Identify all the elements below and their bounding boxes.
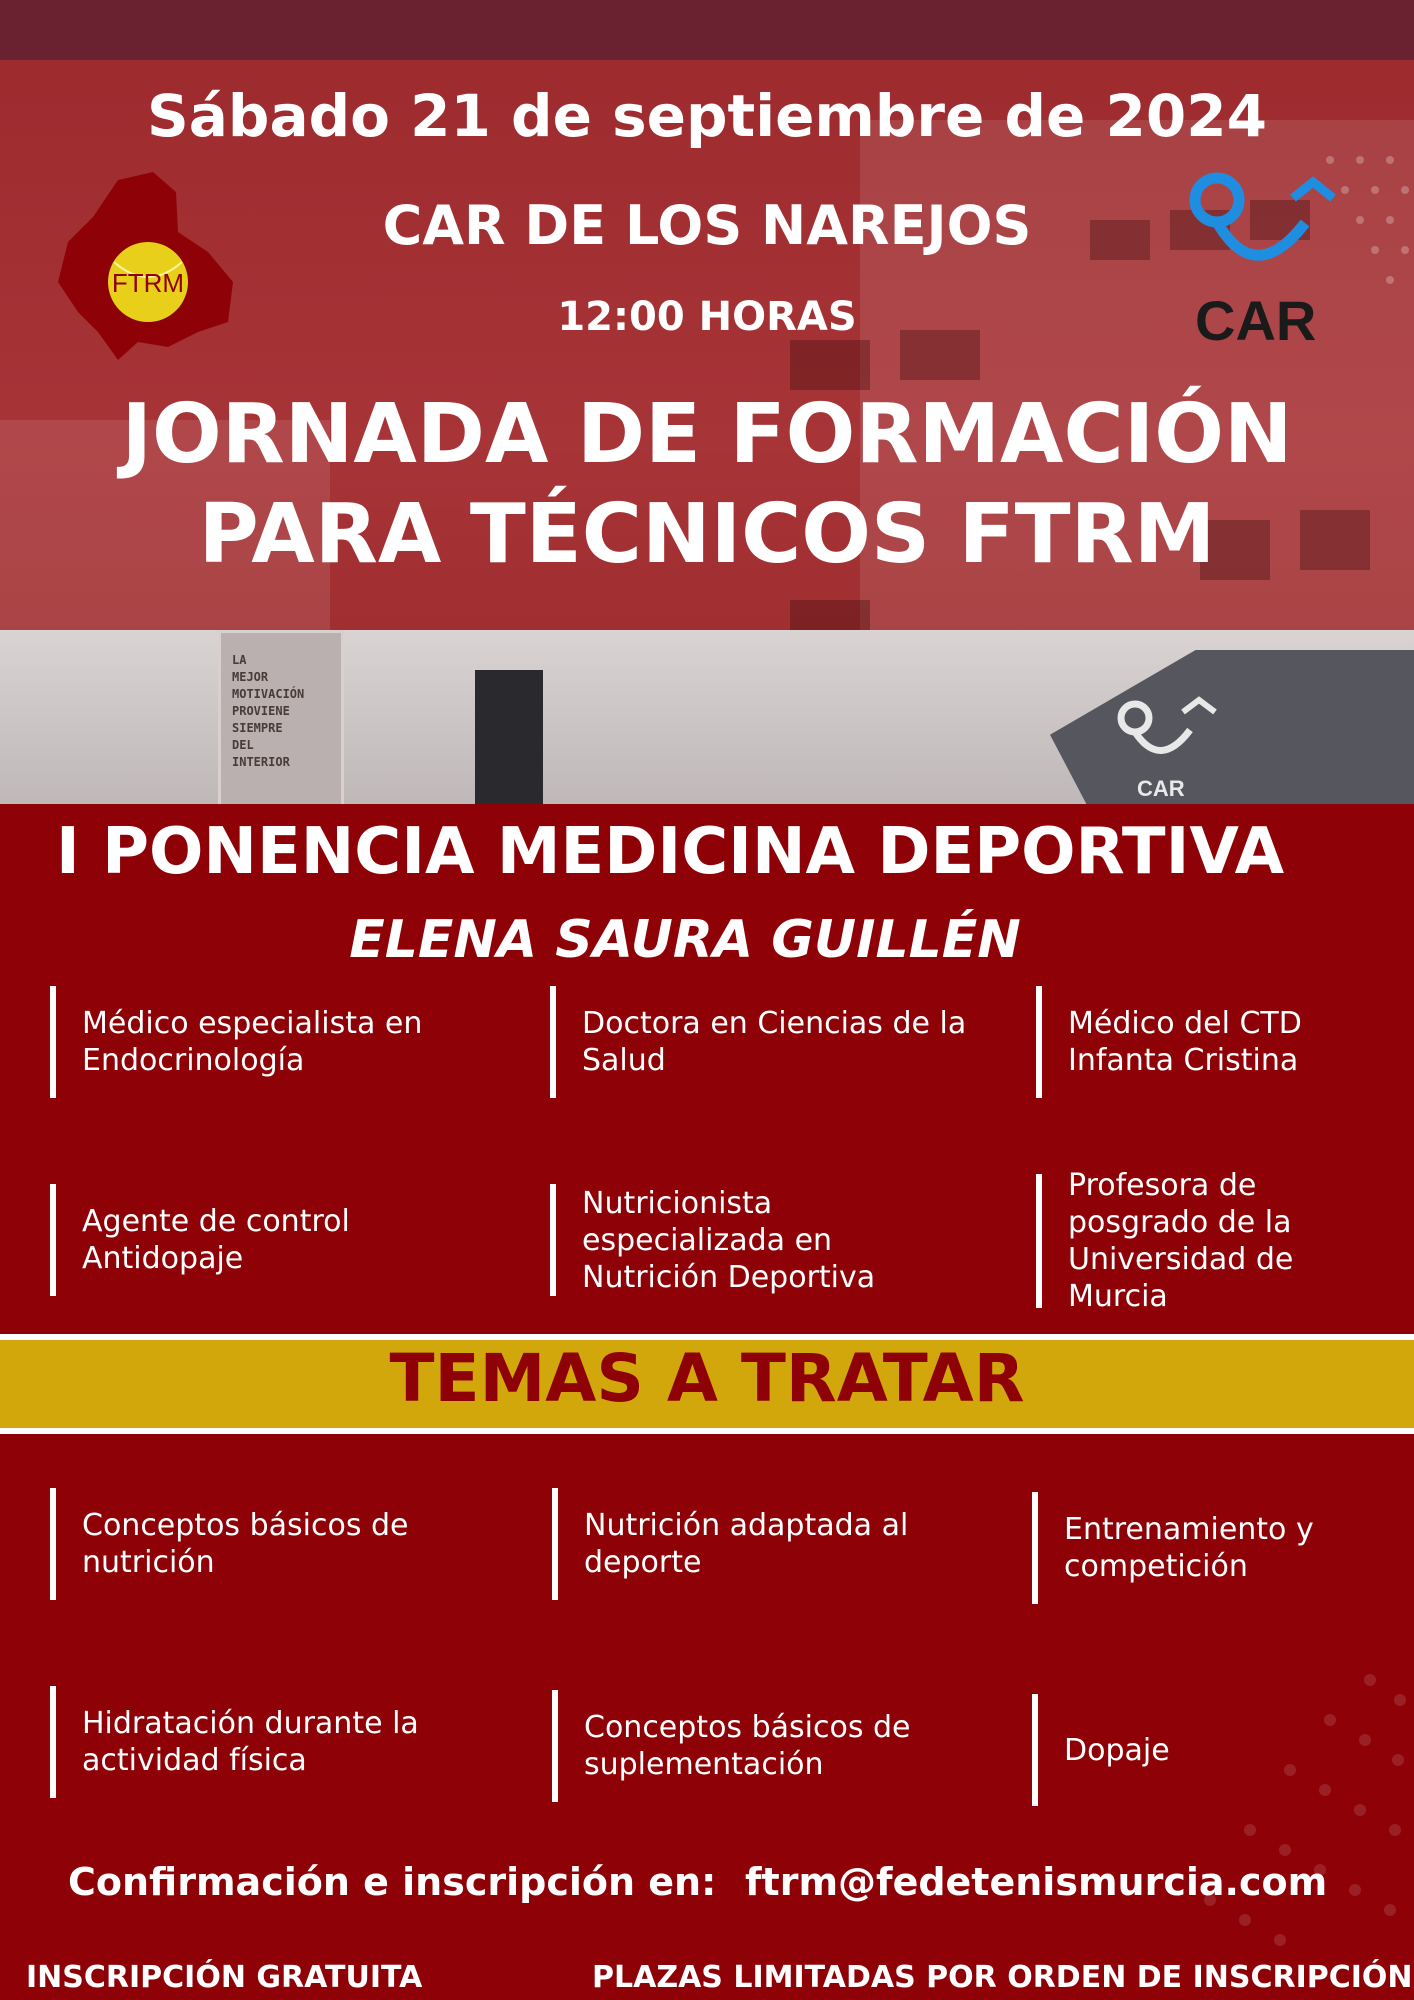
topic-item: Dopaje [1032,1694,1402,1806]
dot-pattern-bottom [1130,1660,1414,1960]
confirm-label: Confirmación e inscripción en: [68,1860,717,1904]
limited-places: PLAZAS LIMITADAS POR ORDEN DE INSCRIPCIÓN [592,1960,1413,1995]
car-logo-text: CAR [1195,289,1317,352]
topic-item: Conceptos básicos de suplementación [552,1690,972,1802]
event-venue: CAR DE LOS NAREJOS [382,194,1032,257]
credential-item: Doctora en Ciencias de la Salud [550,986,970,1098]
car-wall-label: CAR [1137,776,1185,800]
speaker-name: ELENA SAURA GUILLÉN [349,910,1021,970]
free-registration: INSCRIPCIÓN GRATUITA [26,1960,423,1995]
event-time: 12:00 HORAS [557,294,857,340]
credential-item: Médico especialista en Endocrinología [50,986,490,1098]
credential-item: Agente de control Antidopaje [50,1184,490,1296]
event-title [0,385,1414,585]
topic-item: Nutrición adaptada al deporte [552,1488,972,1600]
ponencia-title: I PONENCIA MEDICINA DEPORTIVA [56,815,1285,889]
credential-item: Médico del CTD Infanta Cristina [1036,986,1396,1098]
event-title-line1: JORNADA DE FORMACIÓN [121,387,1293,482]
event-title-line2: PARA TÉCNICOS FTRM [198,487,1216,582]
topic-item: Conceptos básicos de nutrición [50,1488,490,1600]
car-wall-logo [1105,690,1245,800]
credential-item: Nutricionista especializada en Nutrición Deportiva [550,1184,970,1296]
motivation-sign-text: LA MEJOR MOTIVACIÓN PROVIENE SIEMPRE DEL INTERIOR [232,653,305,769]
car-post [475,670,543,804]
ftrm-logo-text: FTRM [111,268,185,298]
topic-item: Entrenamiento y competición [1032,1492,1402,1604]
event-date: Sábado 21 de septiembre de 2024 [147,82,1267,150]
topic-item: Hidratación durante la actividad física [50,1686,490,1798]
contact-email[interactable]: ftrm@fedetenismurcia.com [745,1860,1328,1904]
top-bar [0,0,1414,60]
credential-item: Profesora de posgrado de la Universidad de Murcia [1036,1174,1396,1308]
topics-title: TEMAS A TRATAR [389,1340,1025,1417]
